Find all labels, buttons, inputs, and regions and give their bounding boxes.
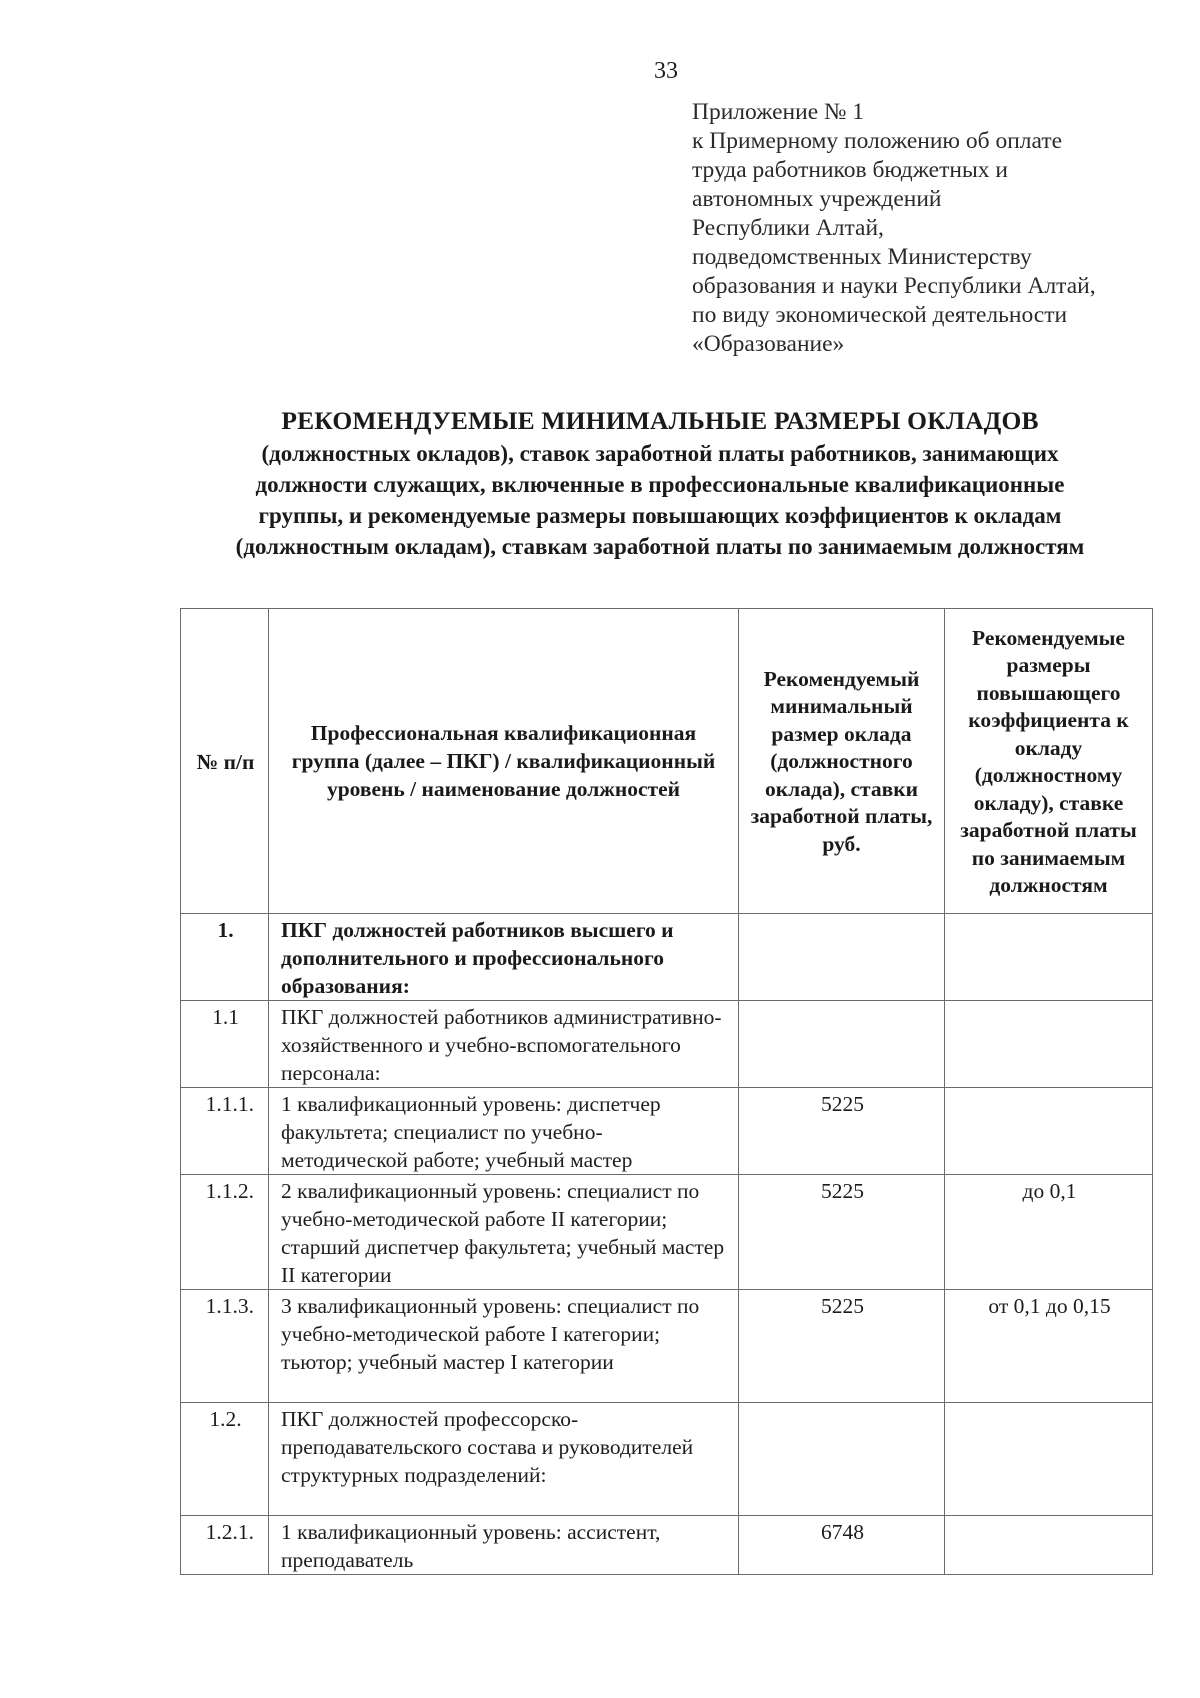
row-name: ПКГ должностей профессорско-преподавательского состава и руководителей структурных подразделений: [269,1403,739,1516]
title-sub-line: должности служащих, включенные в профессиональные квалификационные [255,472,1065,497]
row-num: 1. [181,914,269,1001]
title-subtitle [120,438,1200,562]
appendix-line: образования и науки Республики Алтай, [692,273,1096,299]
appendix-note [692,98,1172,359]
row-salary [739,1403,945,1516]
salary-table [180,608,1153,1575]
row-name: 1 квалификационный уровень: ассистент, преподаватель [269,1516,739,1575]
header-name: Профессиональная квалификационная группа (далее – ПКГ) / квалификационный уровень / наименование должностей [269,609,739,914]
row-salary [739,914,945,1001]
header-num: № п/п [181,609,269,914]
row-coef [945,914,1153,1001]
appendix-line: автономных учреждений [692,186,942,212]
row-coef [945,1516,1153,1575]
row-num: 1.2. [181,1403,269,1516]
row-coef: до 0,1 [945,1175,1153,1290]
row-num: 1.1.1. [181,1088,269,1175]
appendix-line: по виду экономической деятельности [692,302,1068,328]
row-num: 1.2.1. [181,1516,269,1575]
table-row [181,1290,1153,1403]
row-salary: 5225 [739,1175,945,1290]
table-row [181,914,1153,1001]
row-salary: 5225 [739,1088,945,1175]
row-coef [945,1088,1153,1175]
table-row [181,1516,1153,1575]
row-salary [739,1001,945,1088]
document-title [120,404,1200,562]
appendix-line: подведомственных Министерству [692,244,1032,270]
row-num: 1.1.3. [181,1290,269,1403]
appendix-line: Республики Алтай, [692,215,884,241]
table-row [181,1088,1153,1175]
title-main: РЕКОМЕНДУЕМЫЕ МИНИМАЛЬНЫЕ РАЗМЕРЫ ОКЛАДОВ [281,406,1039,435]
title-sub-line: (должностным окладам), ставкам заработной платы по занимаемым должностям [235,534,1085,559]
row-coef: от 0,1 до 0,15 [945,1290,1153,1403]
header-coef: Рекомендуемые размеры повышающего коэффициента к окладу (должностному окладу), ставке заработной платы по занимаемым должностям [945,609,1153,914]
appendix-line: «Образование» [692,331,845,357]
row-name: 1 квалификационный уровень: диспетчер факультета; специалист по учебно-методической работе; учебный мастер [269,1088,739,1175]
table-row [181,1175,1153,1290]
title-sub-line: (должностных окладов), ставок заработной платы работников, занимающих [261,441,1059,466]
row-name: 2 квалификационный уровень: специалист по учебно-методической работе II категории; старший диспетчер факультета; учебный мастер II категории [269,1175,739,1290]
table-header-row [181,609,1153,914]
row-name: 3 квалификационный уровень: специалист по учебно-методической работе I категории; тьютор; учебный мастер I категории [269,1290,739,1403]
row-num: 1.1 [181,1001,269,1088]
page-number: 33 [654,58,678,84]
row-coef [945,1001,1153,1088]
row-name: ПКГ должностей работников высшего и дополнительного и профессионального образования: [269,914,739,1001]
table-row [181,1403,1153,1516]
appendix-line: к Примерному положению об оплате [692,128,1063,154]
row-coef [945,1403,1153,1516]
header-salary: Рекомендуемый минимальный размер оклада (должностного оклада), ставки заработной платы, руб. [739,609,945,914]
table-row [181,1001,1153,1088]
title-sub-line: группы, и рекомендуемые размеры повышающих коэффициентов к окладам [258,503,1062,528]
row-salary: 6748 [739,1516,945,1575]
appendix-line: труда работников бюджетных и [692,157,1008,183]
row-name: ПКГ должностей работников административно-хозяйственного и учебно-вспомогательного персонала: [269,1001,739,1088]
appendix-line: Приложение № 1 [692,99,865,125]
row-num: 1.1.2. [181,1175,269,1290]
row-salary: 5225 [739,1290,945,1403]
